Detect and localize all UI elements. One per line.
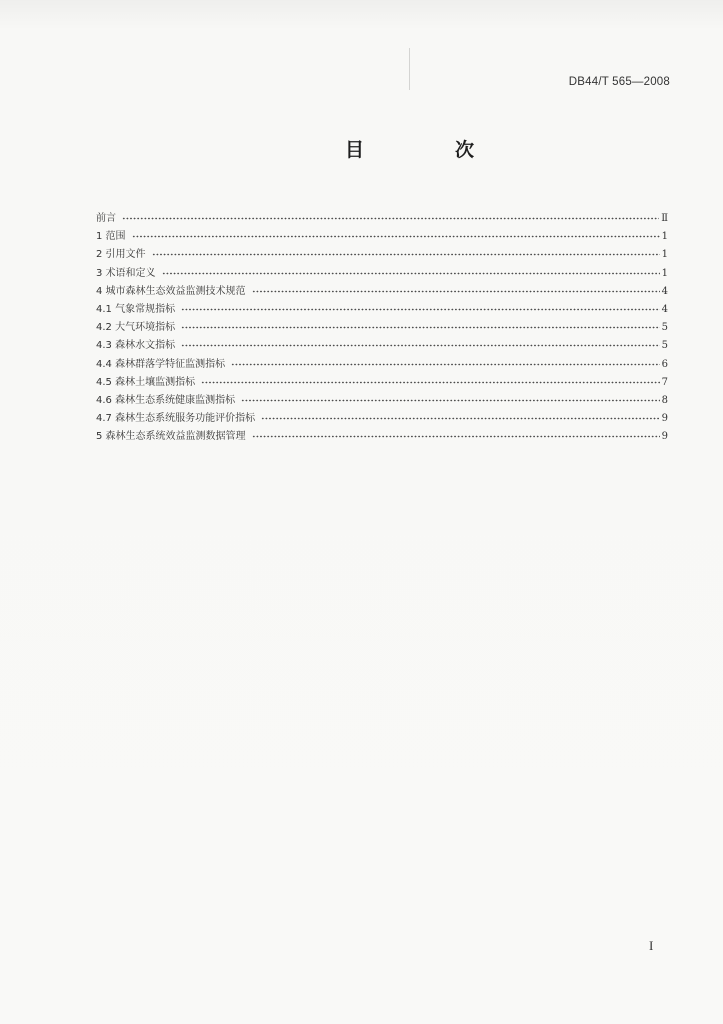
- toc-entry-page: 4: [661, 303, 668, 315]
- toc-entry-4-4[interactable]: [96, 356, 668, 374]
- toc-entry-page: 4: [661, 285, 668, 297]
- toc-entry-page: 9: [661, 431, 668, 443]
- toc-entry-references[interactable]: [96, 246, 668, 264]
- toc-entry-4-6[interactable]: [96, 392, 668, 410]
- toc-entry-section-4[interactable]: [96, 283, 668, 301]
- toc-entry-section-5[interactable]: [96, 428, 668, 446]
- page-number: I: [649, 938, 654, 953]
- page-title: 目 次: [345, 139, 511, 161]
- toc-entry-page: 1: [661, 267, 668, 279]
- toc-entry-page: 5: [661, 340, 668, 352]
- toc-entry-terms[interactable]: [96, 265, 668, 283]
- standard-code: DB44/T 565—2008: [568, 76, 670, 88]
- toc-entry-label: 4.3 森林水文指标: [96, 340, 176, 352]
- toc-entry-label: 4.5 森林土壤监测指标: [96, 376, 196, 388]
- toc-entry-page: 5: [661, 322, 668, 334]
- table-of-contents: [96, 210, 668, 446]
- toc-entry-page: 7: [661, 376, 668, 388]
- dot-leader: [152, 246, 660, 257]
- toc-entry-label: 4.2 大气环境指标: [96, 322, 176, 334]
- dot-leader: [181, 319, 660, 330]
- toc-entry-label: 4.4 森林群落学特征监测指标: [96, 358, 226, 370]
- toc-entry-scope[interactable]: [96, 228, 668, 246]
- toc-entry-label: 2 引用文件: [96, 249, 146, 261]
- dot-leader: [132, 228, 660, 239]
- toc-entry-4-7[interactable]: [96, 410, 668, 428]
- toc-entry-label: 前言: [96, 213, 116, 224]
- toc-entry-label: 5 森林生态系统效益监测数据管理: [96, 431, 246, 443]
- dot-leader: [252, 428, 660, 439]
- dot-leader: [241, 392, 660, 403]
- toc-entry-label: 4 城市森林生态效益监测技术规范: [96, 285, 246, 297]
- dot-leader: [162, 265, 660, 276]
- toc-entry-label: 4.6 森林生态系统健康监测指标: [96, 394, 236, 406]
- dot-leader: [231, 356, 660, 367]
- scan-artifact-line: [409, 48, 410, 90]
- toc-entry-page: 8: [661, 394, 668, 406]
- toc-entry-page: 9: [661, 413, 668, 425]
- toc-entry-page: 1: [661, 249, 668, 261]
- toc-entry-4-1[interactable]: [96, 301, 668, 319]
- dot-leader: [122, 210, 659, 221]
- toc-entry-page: 6: [661, 358, 668, 370]
- toc-entry-label: 4.1 气象常规指标: [96, 303, 176, 315]
- dot-leader: [261, 410, 660, 421]
- toc-entry-label: 1 范围: [96, 231, 126, 243]
- toc-entry-foreword[interactable]: [96, 210, 668, 228]
- dot-leader: [181, 301, 660, 312]
- toc-entry-label: 4.7 森林生态系统服务功能评价指标: [96, 413, 256, 425]
- dot-leader: [201, 374, 660, 385]
- toc-entry-page: Ⅱ: [661, 213, 668, 224]
- toc-entry-4-3[interactable]: [96, 337, 668, 355]
- dot-leader: [252, 283, 660, 294]
- toc-entry-page: 1: [661, 231, 668, 243]
- toc-entry-4-5[interactable]: [96, 374, 668, 392]
- toc-entry-label: 3 术语和定义: [96, 267, 156, 279]
- toc-entry-4-2[interactable]: [96, 319, 668, 337]
- dot-leader: [181, 337, 660, 348]
